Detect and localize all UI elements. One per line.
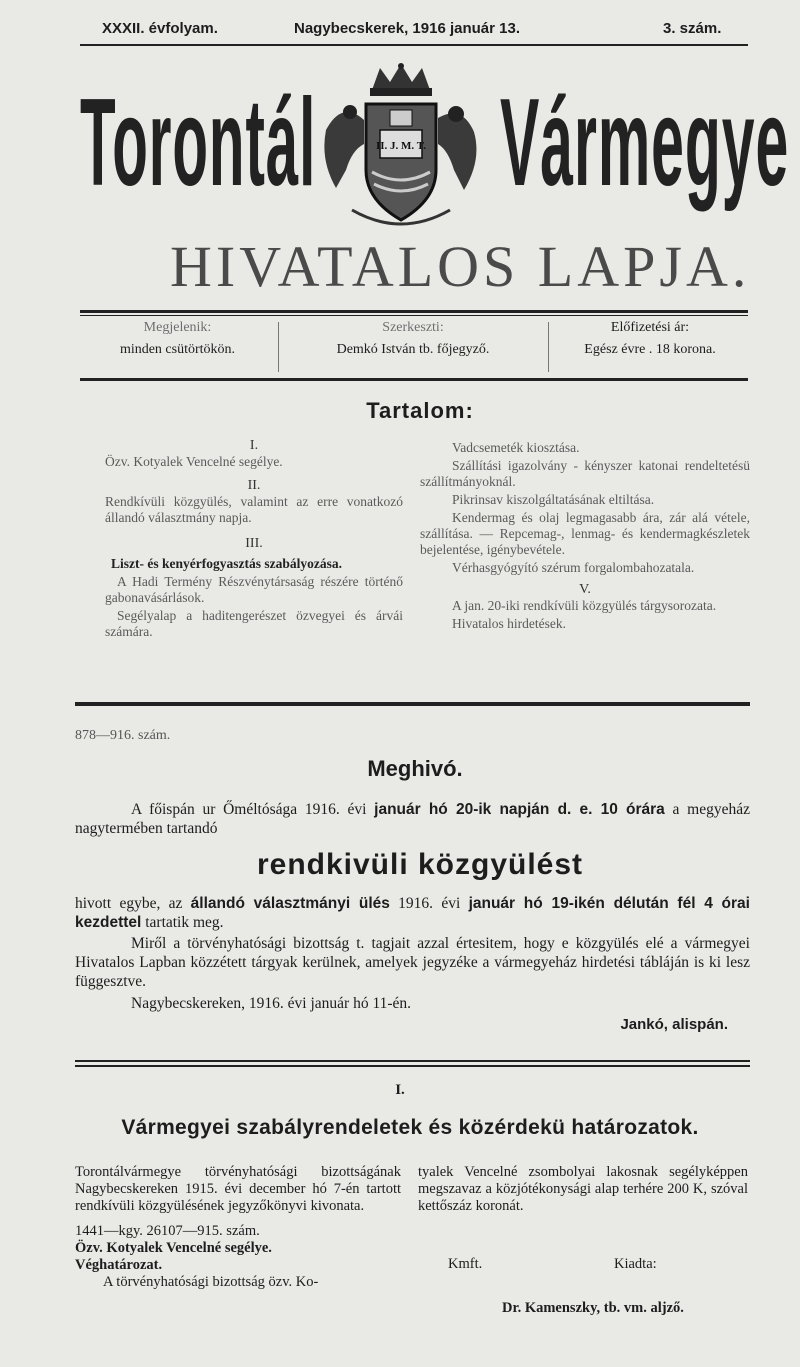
toc-num: I. <box>249 438 259 453</box>
notice-signature: Jankó, alispán. <box>620 1016 728 1033</box>
toc-item: A Hadi Termény Részvénytársaság részére történő gabonavásárlások. <box>105 574 403 605</box>
toc-item: Liszt- és kenyérfogyasztás szabályozása. <box>111 556 342 571</box>
toc-item: Rendkívüli közgyülés, valamint az erre vonatkozó állandó választmány napja. <box>105 494 403 525</box>
crest-text: II. J. M. T. <box>375 140 427 152</box>
volume: XXXII. évfolyam. <box>102 20 218 37</box>
section-left-sub: Véghatározat. <box>75 1257 163 1273</box>
toc-item: Özv. Kotyalek Vencelné segélye. <box>105 454 283 469</box>
notice-p1-a: A főispán ur Őméltósága 1916. évi <box>131 801 375 818</box>
toc-item: Vérhasgyógyító szérum forgalombahozatala. <box>452 560 695 575</box>
info-appears <box>80 320 275 358</box>
coat-of-arms-icon <box>312 60 490 238</box>
contents-title: Tartalom: <box>366 398 474 423</box>
notice-p2-a: hivott egybe, az <box>75 895 191 912</box>
toc-num: III. <box>245 536 263 551</box>
appears-label: Megjelenik: <box>143 320 212 335</box>
notice-p2-c: 1916. évi <box>389 895 469 912</box>
notice-rule-1 <box>75 1060 750 1062</box>
toc-item: Segélyalap a haditengerészet özvegyei és árvái számára. <box>105 608 403 639</box>
info-rule-top-thin <box>80 315 748 316</box>
notice-ref: 878—916. szám. <box>75 728 171 743</box>
top-rule <box>80 44 748 46</box>
header-line <box>90 20 750 42</box>
notice-p2-b: állandó választmányi ülés <box>190 895 390 912</box>
issue-number: 3. szám. <box>663 20 722 37</box>
info-subscription <box>552 320 748 358</box>
notice-rule-2 <box>75 1065 750 1067</box>
notice-big-heading: rendkivüli közgyülést <box>256 848 584 881</box>
coat-of-arms <box>312 60 490 238</box>
info-editor <box>282 320 544 358</box>
appears-value: minden csütörtökön. <box>119 342 236 357</box>
toc-item: Szállítási igazolvány - kényszer katonai rendeltetésü szállítmányoknál. <box>420 458 750 489</box>
section-right-signature: Dr. Kamenszky, tb. vm. aljző. <box>502 1300 684 1316</box>
section-left-p2: A törvényhatósági bizottság özv. Ko- <box>103 1274 319 1290</box>
contents-right-column <box>420 440 750 632</box>
toc-item: Kendermag és olaj legmagasabb ára, zár alá vétele, szállítása. — Repcemag-, lenmag- és kendermagkészletek bejelentése, igénybevétele. <box>420 510 750 557</box>
masthead-title-left: Torontál <box>80 74 317 212</box>
info-rule-bottom <box>80 378 748 381</box>
notice-p2-d: január hó 19-ikén délután fél 4 órai kezdettel <box>75 895 750 931</box>
section-right-p1: tyalek Vencelné zsombolyai lakosnak segélyképpen megszavaz a közjótékonysági alap terhére 200 K, szóval kettőszáz koronát. <box>418 1164 748 1214</box>
notice-paragraph-4: Nagybecskereken, 1916. évi január hó 11-én. <box>131 995 412 1012</box>
contents-rule-bottom <box>75 702 750 706</box>
toc-item: Hivatalos hirdetések. <box>452 616 566 631</box>
section-kmft: Kmft. <box>448 1256 483 1272</box>
notice-paragraph-3: Miről a törvényhatósági bizottság t. tagjait azzal értesitem, hogy e közgyülés elé a vármegyei Hivatalos Lapban közzétett tárgyak kerülnek, amelyek jegyzéke a vármegyeház hirdetési tábláján is ki lesz függesztve. <box>75 935 750 990</box>
toc-item: Pikrinsav kiszolgáltatásának eltiltása. <box>452 492 655 507</box>
toc-num: V. <box>579 582 591 597</box>
section-left-title: Özv. Kotyalek Vencelné segélye. <box>75 1240 272 1256</box>
section-number: I. <box>395 1082 405 1098</box>
toc-item: A jan. 20-iki rendkívüli közgyülés tárgysorozata. <box>452 598 717 613</box>
notice-p2-e: tartatik meg. <box>141 914 224 931</box>
toc-num: II. <box>247 478 261 493</box>
info-rule-top <box>80 310 748 313</box>
section-left-ref: 1441—kgy. 26107—915. szám. <box>75 1223 260 1239</box>
toc-item: Vadcsemeték kiosztása. <box>452 440 580 455</box>
section-kiadta: Kiadta: <box>614 1256 657 1272</box>
place-date: Nagybecskerek, 1916 január 13. <box>294 20 520 37</box>
section-right-column <box>418 1164 748 1215</box>
editor-label: Szerkeszti: <box>382 320 444 335</box>
section-left-p1: Torontálvármegye törvényhatósági bizottságának Nagybecskereken 1915. évi december hó 7-én tartott rendkívüli közgyülésének jegyzőkönyvi kivonata. <box>75 1164 401 1214</box>
section-left-column <box>75 1164 401 1291</box>
notice-p1-b: január hó 20-ik napján d. e. 10 órára <box>374 801 665 818</box>
info-divider-1 <box>278 322 279 372</box>
info-divider-2 <box>548 322 549 372</box>
subscription-value: Egész évre . 18 korona. <box>584 342 716 357</box>
notice-heading: Meghivó. <box>367 756 463 781</box>
masthead-subtitle: HIVATALOS LAPJA. <box>170 234 751 299</box>
notice-paragraph-2 <box>75 894 750 932</box>
masthead-title-right: Vármegye <box>500 74 790 212</box>
notice-p1-c: a megyeház nagytermében tartandó <box>75 801 750 837</box>
notice-paragraph-1 <box>75 800 750 838</box>
section-title: Vármegyei szabályrendeletek és közérdekü határozatok. <box>121 1116 699 1139</box>
contents-left-column <box>105 436 403 640</box>
editor-value: Demkó István tb. főjegyző. <box>336 342 490 357</box>
subscription-label: Előfizetési ár: <box>610 320 690 335</box>
